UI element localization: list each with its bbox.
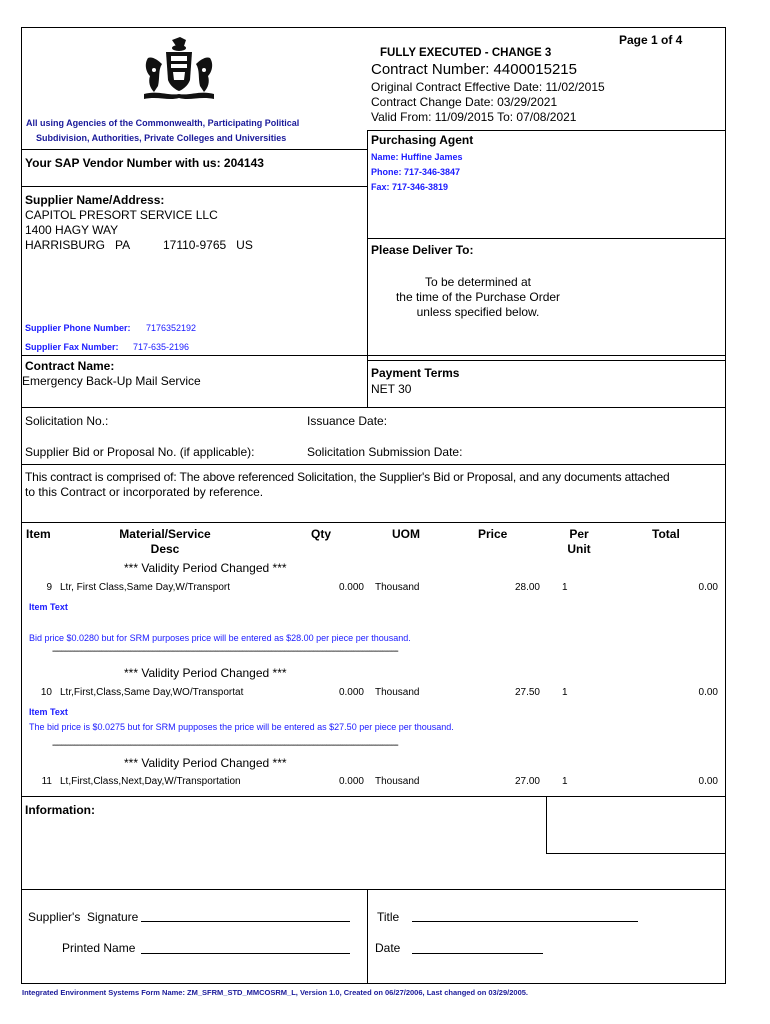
comprised-line-1: This contract is comprised of: The above referenced Solicitation, the Supplier's Bid or Proposal, and any documents attached	[25, 470, 670, 484]
item-text: Bid price $0.0280 but for SRM purposes price will be entered as $28.00 per piece per thousand.	[29, 633, 411, 643]
supplier-phone-label: Supplier Phone Number:	[25, 323, 131, 333]
agencies-line-2: Subdivision, Authorities, Private Colleges and Universities	[36, 133, 287, 143]
comprised-line-2: to this Contract or incorporated by reference.	[25, 485, 264, 499]
row-item-number: 10	[40, 687, 52, 698]
column-divider	[367, 130, 368, 407]
supplier-zip: 17110-9765 US	[163, 238, 253, 252]
deliver-title: Please Deliver To:	[371, 243, 474, 257]
divider-solicitation	[21, 407, 726, 408]
printed-name-label: Printed Name	[62, 941, 136, 955]
header-desc: Desc	[150, 542, 180, 556]
row-price: 28.00	[514, 582, 540, 593]
dashed-separator: -----------------------------------------------------------------------------------------------------------------------------------------------------------	[52, 646, 398, 657]
agent-fax: Fax: 717-346-3819	[371, 182, 449, 192]
page-number: Page 1 of 4	[619, 33, 683, 47]
header-qty: Qty	[311, 527, 332, 541]
header-total: Total	[652, 527, 680, 541]
supplier-signature-line[interactable]	[141, 921, 350, 922]
supplier-signature-label: Supplier's Signature	[28, 910, 139, 924]
row-item-number: 11	[41, 776, 52, 787]
validity-changed: *** Validity Period Changed ***	[124, 561, 287, 575]
validity-changed: *** Validity Period Changed ***	[124, 666, 287, 680]
original-effective-date: Original Contract Effective Date: 11/02/2015	[371, 80, 605, 94]
row-uom: Thousand	[375, 776, 420, 787]
frame-top	[21, 27, 726, 28]
row-per: 1	[562, 582, 568, 593]
contract-name-value: Emergency Back-Up Mail Service	[22, 374, 201, 388]
header-material: Material/Service	[119, 527, 211, 541]
supplier-fax-label: Supplier Fax Number:	[25, 342, 119, 352]
item-text-label: Item Text	[29, 707, 68, 717]
printed-name-line[interactable]	[141, 953, 350, 954]
row-price: 27.50	[514, 687, 540, 698]
row-qty: 0.000	[338, 687, 364, 698]
header-uom: UOM	[392, 527, 420, 541]
row-price: 27.00	[514, 776, 540, 787]
frame-left	[21, 27, 22, 984]
header-item: Item	[26, 527, 51, 541]
header-price: Price	[478, 527, 508, 541]
row-per: 1	[562, 687, 568, 698]
item-text-label: Item Text	[29, 602, 68, 612]
divider-comprised	[21, 464, 726, 465]
deliver-line-2: the time of the Purchase Order	[395, 290, 561, 304]
row-desc: Ltr,First,Class,Same Day,WO/Transportat	[60, 687, 244, 698]
information-label: Information:	[25, 803, 95, 817]
agent-phone: Phone: 717-346-3847	[371, 167, 461, 177]
validity-changed: *** Validity Period Changed ***	[124, 756, 287, 770]
row-qty: 0.000	[338, 582, 364, 593]
contract-change-date: Contract Change Date: 03/29/2021	[371, 95, 558, 109]
row-total: 0.00	[698, 687, 718, 698]
agencies-line-1: All using Agencies of the Commonwealth, Participating Political	[26, 118, 300, 128]
row-per: 1	[562, 776, 568, 787]
divider-signature-vertical	[367, 889, 368, 984]
divider-supplier	[21, 186, 368, 187]
title-line[interactable]	[412, 921, 638, 922]
divider-info-inner	[546, 853, 726, 854]
commonwealth-seal-icon	[138, 36, 220, 102]
row-uom: Thousand	[375, 687, 420, 698]
divider-deliver	[367, 238, 726, 239]
supplier-name: CAPITOL PRESORT SERVICE LLC	[25, 208, 218, 222]
divider-payment	[367, 360, 726, 361]
status-title: FULLY EXECUTED - CHANGE 3	[380, 47, 552, 59]
deliver-line-1: To be determined at	[424, 275, 532, 289]
form-footer: Integrated Environment Systems Form Name: ZM_SFRM_STD_MMCOSRM_L, Version 1.0, Created on 06/27/2006, Last changed on 03/29/2005.	[22, 988, 528, 997]
divider-contract-name	[21, 355, 726, 356]
item-text: The bid price is $0.0275 but for SRM pupposes the price will be entered as $27.50 per piece per thousand.	[29, 722, 454, 732]
frame-right	[725, 27, 726, 984]
date-line[interactable]	[412, 953, 543, 954]
contract-name-label: Contract Name:	[25, 359, 115, 373]
header-per: Per	[569, 527, 589, 541]
sap-vendor-number: Your SAP Vendor Number with us: 204143	[25, 156, 264, 170]
deliver-line-3: unless specified below.	[416, 305, 540, 319]
divider-table	[21, 522, 726, 523]
payment-terms-label: Payment Terms	[371, 366, 460, 380]
row-uom: Thousand	[375, 582, 420, 593]
supplier-label: Supplier Name/Address:	[25, 193, 165, 207]
dashed-separator: -----------------------------------------------------------------------------------------------------------------------------------------------------------	[52, 740, 398, 751]
payment-terms-value: NET 30	[371, 382, 412, 396]
issuance-date: Issuance Date:	[307, 414, 388, 428]
row-desc: Lt,First,Class,Next,Day,W/Transportation	[60, 776, 241, 787]
row-total: 0.00	[698, 776, 718, 787]
divider-info-vertical	[546, 796, 547, 854]
divider-purchasing	[367, 130, 726, 131]
divider-signature	[21, 889, 726, 890]
title-label: Title	[377, 910, 400, 924]
frame-bottom	[21, 983, 726, 984]
supplier-city: HARRISBURG PA	[25, 238, 131, 252]
header-unit: Unit	[567, 542, 591, 556]
solicitation-no: Solicitation No.:	[25, 414, 109, 428]
supplier-phone: 7176352192	[146, 323, 197, 333]
divider-information	[21, 796, 726, 797]
row-desc: Ltr, First Class,Same Day,W/Transport	[60, 582, 231, 593]
row-qty: 0.000	[338, 776, 364, 787]
supplier-street: 1400 HAGY WAY	[25, 223, 119, 237]
contract-number: Contract Number: 4400015215	[371, 61, 577, 78]
supplier-fax: 717-635-2196	[133, 342, 190, 352]
supplier-bid-no: Supplier Bid or Proposal No. (if applicable):	[25, 445, 255, 459]
submission-date: Solicitation Submission Date:	[307, 445, 463, 459]
agent-name: Name: Huffine James	[371, 152, 463, 162]
row-total: 0.00	[698, 582, 718, 593]
purchasing-agent-title: Purchasing Agent	[371, 133, 474, 147]
date-label: Date	[375, 941, 401, 955]
divider-vendor	[21, 149, 368, 150]
row-item-number: 9	[46, 582, 52, 593]
valid-dates: Valid From: 11/09/2015 To: 07/08/2021	[371, 110, 577, 124]
